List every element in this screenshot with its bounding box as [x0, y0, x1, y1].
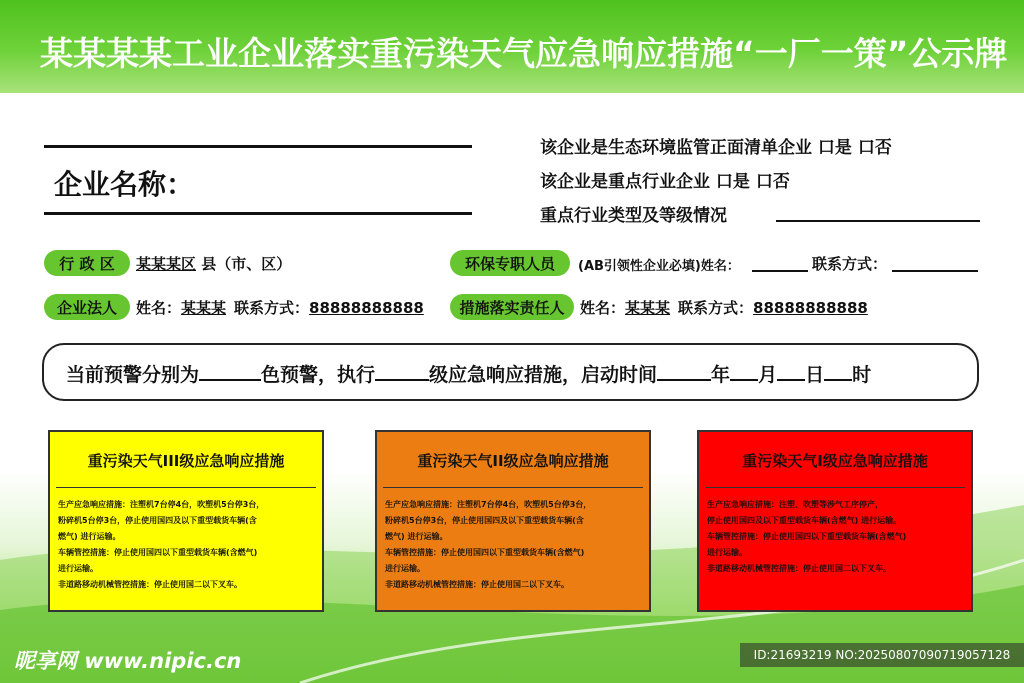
level-2-divider: [383, 487, 643, 488]
env-staff-name-label: (AB引领性企业必填)姓名：: [578, 259, 740, 274]
nipic-watermark-logo: 昵享网 www.nipic.cn: [14, 649, 242, 673]
level-2-title: 重污染天气II级应急响应措施: [417, 452, 609, 470]
warning-hour-blank: [824, 361, 852, 381]
env-staff-pill: 环保专职人员: [450, 250, 570, 276]
measure-phone: 88888888888: [753, 299, 868, 317]
env-staff-contact-label: 联系方式：: [812, 255, 888, 273]
warning-hour: 时: [852, 364, 872, 386]
level-2-line: 燃气) 进行运输。: [385, 532, 448, 541]
warning-month: 月: [758, 364, 778, 386]
level-1-line: 生产应急响应措施：注塑、吹塑等涉气工序停产，: [707, 500, 883, 509]
measure-person-row: [580, 297, 868, 318]
warning-level-blank: [375, 361, 429, 381]
level-3-line: 进行运输。: [58, 564, 98, 573]
level-2-line: 生产应急响应措施：注塑机7台停4台，吹塑机5台停3台，: [385, 500, 592, 509]
level-1-line: 停止使用国四及以下重型载货车辆(含燃气) 进行运输。: [707, 516, 902, 525]
measure-name: 某某某: [625, 299, 671, 317]
measure-person-pill: 措施落实责任人: [450, 294, 574, 320]
level-2-line: 粉碎机5台停3台，停止使用国四及以下重型载货车辆(含: [385, 516, 584, 525]
legal-contact-label: 联系方式：: [234, 299, 310, 317]
level-1-line: 进行运输。: [707, 548, 747, 557]
level-2-line: 非道路移动机械管控措施：停止使用国二以下叉车。: [385, 580, 569, 589]
env-staff-name-blank: [752, 270, 808, 272]
level-1-divider: [705, 487, 965, 488]
level-3-response-box: [48, 430, 324, 612]
district-suffix: 县（市、区）: [196, 255, 292, 273]
level-3-line: 粉碎机5台停3台，停止使用国四及以下重型载货车辆(含: [58, 516, 257, 525]
level-3-line: 车辆管控措施：停止使用国四以下重型载货车辆(含燃气): [58, 548, 258, 557]
measure-name-label: 姓名：: [580, 299, 626, 317]
industry-type-label: 重点行业类型及等级情况: [540, 206, 727, 226]
level-2-line: 进行运输。: [385, 564, 425, 573]
level-3-line: 生产应急响应措施：注塑机7台停4台，吹塑机5台停3台，: [58, 500, 265, 509]
warning-year-blank: [657, 361, 711, 381]
warning-status-text: [66, 360, 871, 387]
level-1-line: 非道路移动机械管控措施：停止使用国二以下叉车。: [707, 564, 891, 573]
level-2-response-box: [375, 430, 651, 612]
legal-name: 某某某: [181, 299, 227, 317]
company-bottom-rule: [44, 212, 472, 215]
warning-year: 年: [711, 364, 731, 386]
legal-person-row: [136, 297, 424, 318]
level-1-title: 重污染天气I级应急响应措施: [742, 452, 928, 470]
warning-prefix: 当前预警分别为: [66, 364, 200, 386]
positive-list-question: 该企业是生态环境监管正面清单企业 口是 口否: [540, 138, 892, 158]
warning-day: 日: [805, 364, 825, 386]
district-value: 某某某区: [136, 255, 197, 273]
page-title: 某某某某工业企业落实重污染天气应急响应措施“一厂一策”公示牌: [40, 34, 1008, 73]
env-staff-contact-blank: [892, 270, 978, 272]
warning-level-suffix: 级应急响应措施，启动时间: [429, 364, 658, 386]
level-3-title: 重污染天气III级应急响应措施: [87, 452, 285, 470]
level-2-measures: [385, 497, 641, 593]
level-3-line: 非道路移动机械管控措施：停止使用国二以下叉车。: [58, 580, 242, 589]
level-2-line: 车辆管控措施：停止使用国四以下重型载货车辆(含燃气): [385, 548, 585, 557]
image-id-watermark: ID:21693219 NO:20250807090719057128: [740, 643, 1024, 667]
legal-phone: 88888888888: [309, 299, 424, 317]
industry-type-blank: [776, 220, 980, 222]
level-3-divider: [56, 487, 316, 488]
company-top-rule: [44, 145, 472, 148]
legal-person-pill: 企业法人: [44, 294, 130, 320]
warning-color-blank: [199, 361, 261, 381]
level-3-measures: [58, 497, 314, 593]
warning-month-blank: [730, 361, 758, 381]
company-name-label: 企业名称：: [54, 168, 195, 201]
measure-contact-label: 联系方式：: [678, 299, 754, 317]
level-1-line: 车辆管控措施：停止使用国四以下重型载货车辆(含燃气): [707, 532, 907, 541]
district-pill: 行 政 区: [44, 250, 130, 276]
level-1-measures: [707, 497, 963, 577]
key-industry-question: 该企业是重点行业企业 口是 口否: [540, 172, 790, 192]
legal-name-label: 姓名：: [136, 299, 182, 317]
district-value-row: [136, 253, 291, 274]
warning-day-blank: [777, 361, 805, 381]
level-3-line: 燃气) 进行运输。: [58, 532, 121, 541]
level-1-response-box: [697, 430, 973, 612]
warning-color-suffix: 色预警，执行: [261, 364, 376, 386]
